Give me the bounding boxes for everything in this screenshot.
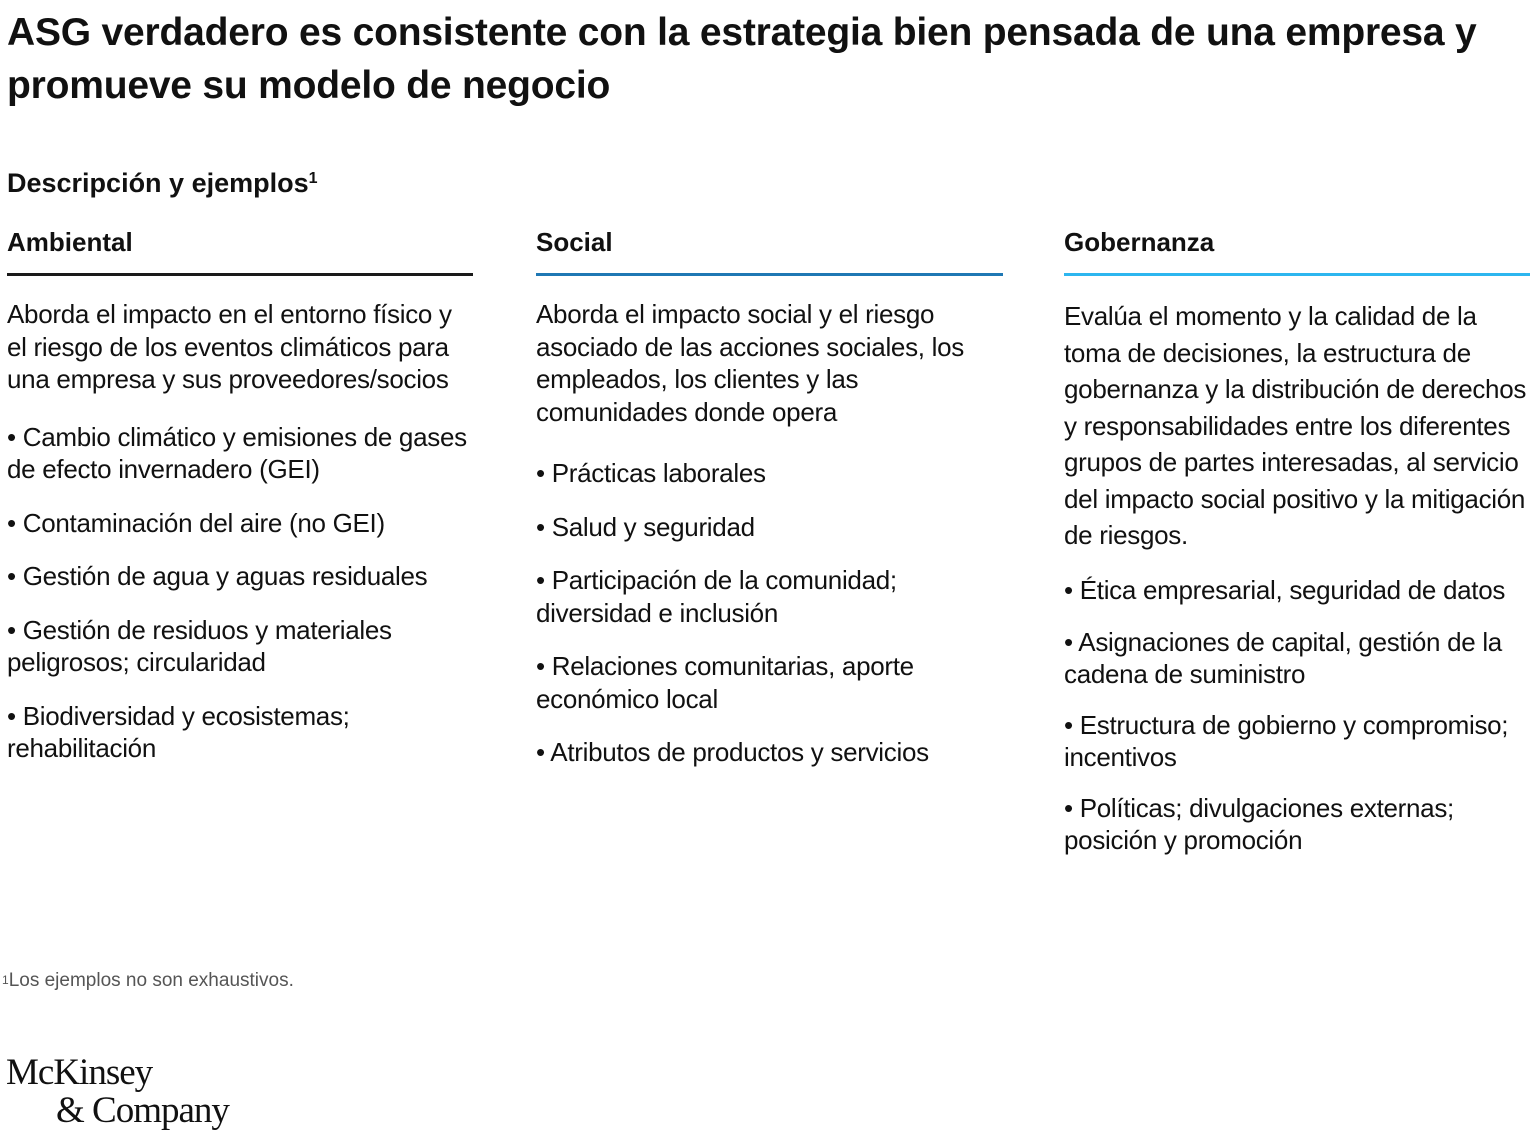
footnote-marker: 1 (2, 973, 9, 987)
list-item: • Biodiversidad y ecosistemas; rehabilitación (7, 700, 350, 763)
list-item: • Políticas; divulgaciones externas; posición y promoción (1064, 792, 1454, 855)
column-gobernanza (1064, 224, 1530, 875)
bullet-list-ambiental (7, 421, 473, 765)
column-rule-ambiental (7, 273, 473, 276)
column-social (536, 224, 1003, 790)
column-heading-social: Social (536, 227, 613, 257)
column-description-social: Aborda el impacto social y el riesgo asociado de las acciones sociales, los empleados, los clientes y las comunidades donde opera (536, 299, 964, 427)
section-subtitle (7, 164, 318, 202)
list-item: • Relaciones comunitarias, aporte económico local (536, 651, 914, 714)
list-item: • Ética empresarial, seguridad de datos (1064, 574, 1506, 605)
column-description-gobernanza: Evalúa el momento y la calidad de la toma de decisiones, la estructura de gobernanza y la distribución de derechos y responsabilidades entre los diferentes grupos de partes interesadas, al servicio del impacto social positivo y la mitigación de riesgos. (1064, 301, 1527, 550)
bullet-list-gobernanza (1064, 572, 1530, 857)
list-item: • Salud y seguridad (536, 511, 755, 542)
list-item: • Asignaciones de capital, gestión de la cadena de suministro (1064, 626, 1502, 689)
list-item: • Gestión de residuos y materiales peligrosos; circularidad (7, 614, 392, 677)
list-item: • Cambio climático y emisiones de gases de efecto invernadero (GEI) (7, 421, 467, 484)
subtitle-text: Descripción y ejemplos (7, 168, 309, 198)
column-heading-gobernanza: Gobernanza (1064, 227, 1215, 257)
logo-line-2: & Company (56, 1090, 229, 1131)
footnote-text: Los ejemplos no son exhaustivos. (8, 970, 294, 991)
column-rule-social (536, 273, 1003, 276)
bullet-list-social (536, 457, 1003, 769)
list-item: • Atributos de productos y servicios (536, 737, 929, 767)
list-item: • Participación de la comunidad; diversidad e inclusión (536, 565, 897, 628)
page-title: ASG verdadero es consistente con la estrategia bien pensada de una empresa y promueve su modelo de negocio (7, 11, 1477, 107)
column-heading-ambiental: Ambiental (7, 227, 133, 257)
list-item: • Contaminación del aire (no GEI) (7, 507, 385, 538)
footnote-reference: 1 (308, 170, 318, 187)
list-item: • Prácticas laborales (536, 458, 766, 488)
list-item: • Gestión de agua y aguas residuales (7, 561, 428, 591)
footnote (2, 968, 294, 994)
logo-line-1: McKinsey (6, 1052, 153, 1093)
column-description-ambiental: Aborda el impacto en el entorno físico y el riesgo de los eventos climáticos para una empresa y sus proveedores/socios (7, 299, 452, 394)
list-item: • Estructura de gobierno y compromiso; incentivos (1064, 709, 1509, 772)
column-rule-gobernanza (1064, 273, 1530, 276)
column-ambiental (7, 224, 473, 786)
mckinsey-logo (6, 1054, 229, 1130)
